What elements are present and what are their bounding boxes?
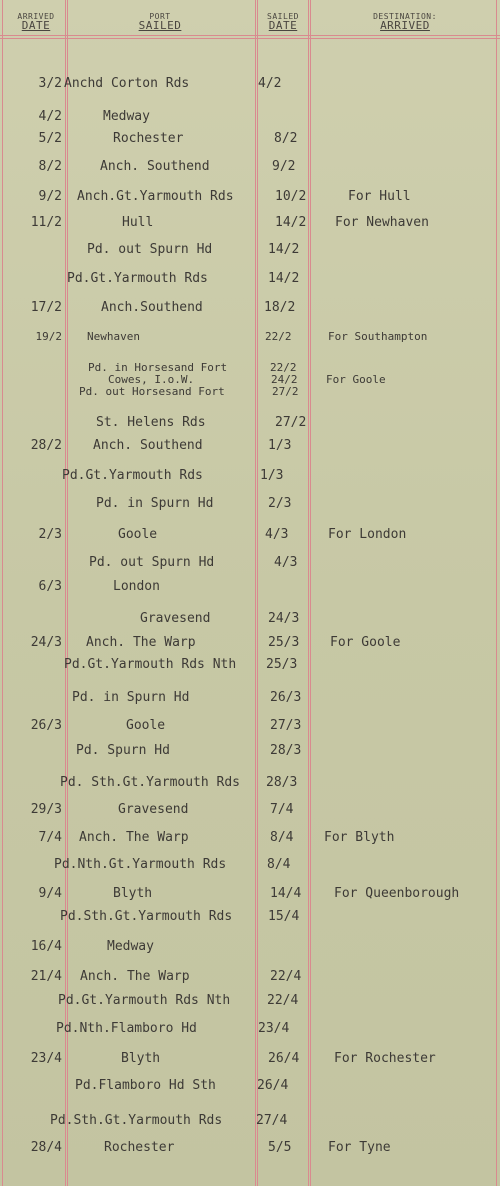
column-rule — [310, 0, 311, 1186]
destination: For Hull — [348, 189, 411, 204]
arrived-date: 19/2 — [35, 330, 62, 343]
port-name: Anch. Southend — [93, 438, 203, 453]
port-name: Pd.Gt.Yarmouth Rds — [62, 468, 203, 483]
destination: For London — [328, 527, 407, 542]
port-name: Blyth — [121, 1051, 161, 1066]
port-name: Rochester — [113, 131, 184, 146]
port-name: Anch.Southend — [101, 300, 203, 315]
port-name: Pd. in Horsesand Fort — [88, 361, 228, 374]
arrived-date: 21/4 — [30, 969, 62, 984]
port-name: Gravesend — [118, 802, 189, 817]
arrived-date: 2/3 — [38, 527, 62, 542]
port-name: Gravesend — [140, 611, 211, 626]
sailed-date: 24/2 — [271, 373, 298, 386]
arrived-date: 6/3 — [38, 579, 62, 594]
sailed-date: 4/2 — [258, 76, 282, 91]
header-sailed-date — [258, 12, 308, 30]
port-name: London — [113, 579, 160, 594]
port-name: Goole — [126, 718, 166, 733]
port-name: Anch.Gt.Yarmouth Rds — [77, 189, 234, 204]
destination: For Goole — [330, 635, 401, 650]
arrived-date: 24/3 — [30, 635, 62, 650]
sailed-date: 14/2 — [268, 271, 300, 286]
port-name: Pd. out Horsesand Fort — [79, 385, 225, 398]
destination: For Southampton — [328, 330, 428, 343]
header-rule — [0, 35, 500, 36]
port-name: Pd.Gt.Yarmouth Rds Nth — [58, 993, 231, 1008]
arrived-date: 28/4 — [30, 1140, 62, 1155]
sailed-date: 5/5 — [268, 1140, 292, 1155]
arrived-date: 9/4 — [38, 886, 62, 901]
destination: For Goole — [326, 373, 386, 386]
header-destination — [340, 12, 470, 30]
port-name: Pd.Gt.Yarmouth Rds — [67, 271, 208, 286]
arrived-date: 26/3 — [30, 718, 62, 733]
destination: For Rochester — [334, 1051, 436, 1066]
sailed-date: 28/3 — [266, 775, 298, 790]
arrived-date: 8/2 — [38, 159, 62, 174]
arrived-date: 4/2 — [38, 109, 62, 124]
header-sailed-date-label: DATE — [268, 19, 298, 32]
port-name: Anch. The Warp — [86, 635, 196, 650]
port-name: Pd. out Spurn Hd — [89, 555, 215, 570]
sailed-date: 22/4 — [267, 993, 299, 1008]
sailed-date: 2/3 — [268, 496, 292, 511]
sailed-date: 22/2 — [270, 361, 297, 374]
sailed-date: 4/3 — [274, 555, 298, 570]
header-sailed-top-label: SAILED — [267, 12, 299, 21]
sailed-date: 28/3 — [270, 743, 302, 758]
port-name: Anch. The Warp — [79, 830, 189, 845]
port-name: Pd.Gt.Yarmouth Rds Nth — [64, 657, 237, 672]
header-arrived-label: ARRIVED — [17, 12, 55, 21]
arrived-date: 3/2 — [38, 76, 62, 91]
sailed-date: 14/2 — [275, 215, 307, 230]
port-name: Pd. out Spurn Hd — [87, 242, 213, 257]
arrived-date: 29/3 — [30, 802, 62, 817]
column-rule — [255, 0, 256, 1186]
sailed-date: 18/2 — [264, 300, 296, 315]
sailed-date: 27/2 — [272, 385, 299, 398]
arrived-date: 5/2 — [38, 131, 62, 146]
header-arrived-label-2: ARRIVED — [380, 19, 430, 32]
header-destination-label: DESTINATION: — [373, 12, 437, 21]
sailed-date: 4/3 — [265, 527, 289, 542]
destination: For Tyne — [328, 1140, 391, 1155]
header-sailed-label: SAILED — [138, 19, 182, 32]
port-name: St. Helens Rds — [96, 415, 206, 430]
arrived-date: 28/2 — [30, 438, 62, 453]
port-name: Pd.Nth.Flamboro Hd — [56, 1021, 197, 1036]
port-name: Pd. in Spurn Hd — [96, 496, 214, 511]
sailed-date: 27/2 — [275, 415, 307, 430]
port-name: Hull — [122, 215, 154, 230]
port-name: Anchd Corton Rds — [64, 76, 190, 91]
header-date-label: DATE — [21, 19, 51, 32]
sailed-date: 9/2 — [272, 159, 296, 174]
sailed-date: 14/4 — [270, 886, 302, 901]
arrived-date: 7/4 — [38, 830, 62, 845]
header-port-label: PORT — [149, 12, 171, 21]
sailed-date: 8/4 — [267, 857, 291, 872]
column-rule — [67, 0, 68, 1186]
port-name: Cowes, I.o.W. — [108, 373, 195, 386]
header-rule — [0, 38, 500, 39]
destination: For Newhaven — [335, 215, 429, 230]
header-arrived-date — [10, 12, 62, 30]
destination: For Queenborough — [334, 886, 460, 901]
arrived-date: 23/4 — [30, 1051, 62, 1066]
arrived-date: 17/2 — [30, 300, 62, 315]
port-name: Pd.Nth.Gt.Yarmouth Rds — [54, 857, 227, 872]
column-rule — [496, 0, 497, 1186]
sailed-date: 24/3 — [268, 611, 300, 626]
port-name: Newhaven — [87, 330, 140, 343]
arrived-date: 16/4 — [30, 939, 62, 954]
port-name: Pd. in Spurn Hd — [72, 690, 190, 705]
sailed-date: 26/4 — [257, 1078, 289, 1093]
port-name: Pd. Spurn Hd — [76, 743, 170, 758]
sailed-date: 7/4 — [270, 802, 294, 817]
sailed-date: 23/4 — [258, 1021, 290, 1036]
sailed-date: 26/4 — [268, 1051, 300, 1066]
sailed-date: 8/4 — [270, 830, 294, 845]
sailed-date: 27/3 — [270, 718, 302, 733]
port-name: Pd. Sth.Gt.Yarmouth Rds — [60, 775, 241, 790]
port-name: Anch. Southend — [100, 159, 210, 174]
header-port-sailed — [115, 12, 205, 30]
sailed-date: 27/4 — [256, 1113, 288, 1128]
sailed-date: 25/3 — [266, 657, 298, 672]
column-rule — [65, 0, 66, 1186]
port-name: Pd.Sth.Gt.Yarmouth Rds — [50, 1113, 223, 1128]
destination: For Blyth — [324, 830, 395, 845]
sailed-date: 1/3 — [268, 438, 292, 453]
sailed-date: 8/2 — [274, 131, 298, 146]
port-name: Anch. The Warp — [80, 969, 190, 984]
sailed-date: 15/4 — [268, 909, 300, 924]
sailed-date: 22/4 — [270, 969, 302, 984]
port-name: Medway — [107, 939, 154, 954]
sailed-date: 14/2 — [268, 242, 300, 257]
sailed-date: 1/3 — [260, 468, 284, 483]
port-name: Medway — [103, 109, 150, 124]
sailed-date: 10/2 — [275, 189, 307, 204]
column-rule — [257, 0, 258, 1186]
port-name: Blyth — [113, 886, 153, 901]
arrived-date: 11/2 — [30, 215, 62, 230]
column-rule — [308, 0, 309, 1186]
port-name: Pd.Flamboro Hd Sth — [75, 1078, 216, 1093]
sailed-date: 25/3 — [268, 635, 300, 650]
port-name: Pd.Sth.Gt.Yarmouth Rds — [60, 909, 233, 924]
port-name: Goole — [118, 527, 158, 542]
port-name: Rochester — [104, 1140, 175, 1155]
sailed-date: 26/3 — [270, 690, 302, 705]
sailed-date: 22/2 — [265, 330, 292, 343]
arrived-date: 9/2 — [38, 189, 62, 204]
